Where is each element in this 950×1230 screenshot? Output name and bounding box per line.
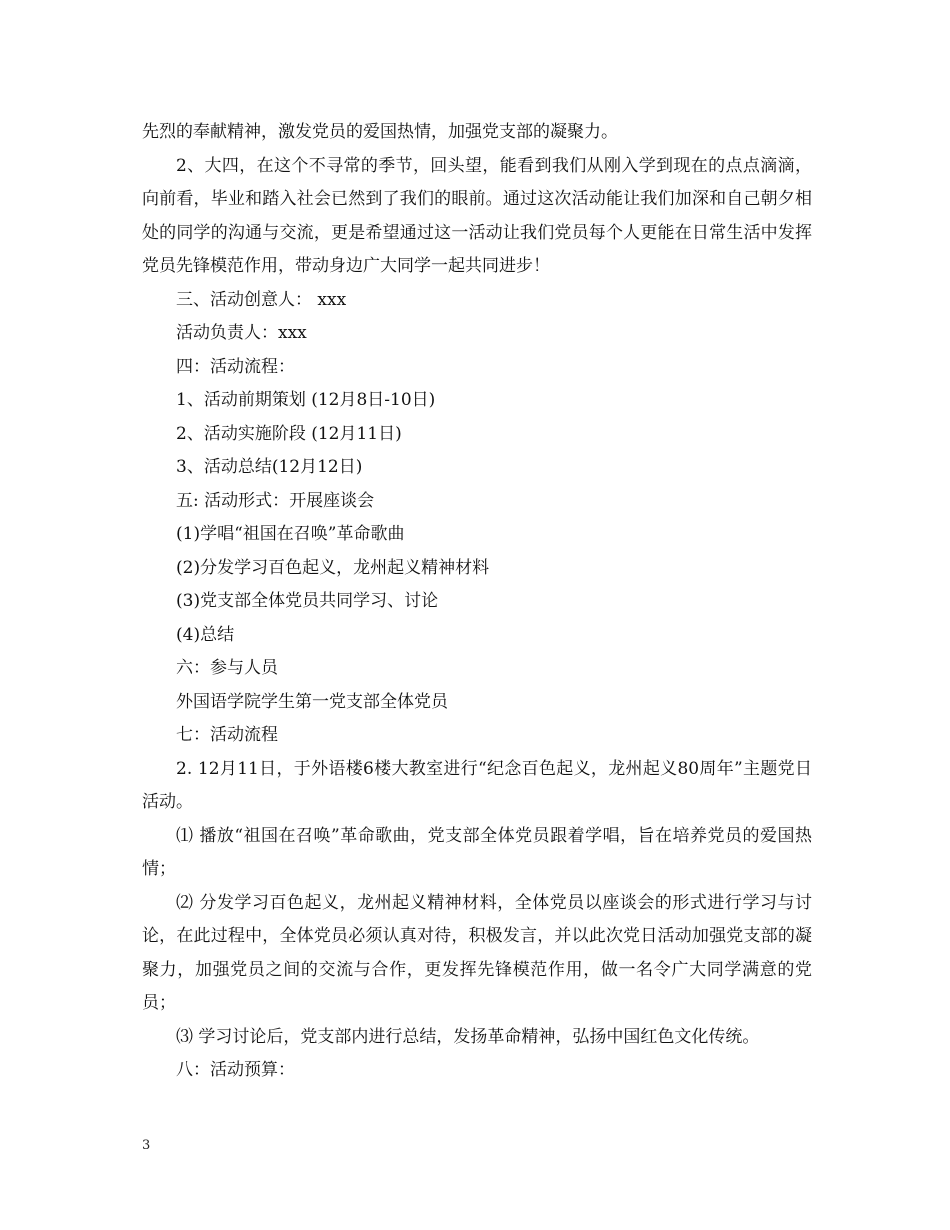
paragraph-15: 外国语学院学生第一党支部全体党员	[176, 691, 448, 712]
paragraph-17: 2. 12月11日，于外语楼6楼大教室进行“纪念百色起义，龙州起义80周年”主题党日活动。	[142, 758, 812, 812]
paragraph-6: 1、活动前期策划 (12月8日-10日)	[176, 390, 436, 410]
paragraph-1: 先烈的奉献精神，激发党员的爱国热情，加强党支部的凝聚力。	[142, 122, 618, 142]
page-number: 3	[142, 1138, 151, 1153]
paragraph-4: 活动负责人：xxx	[176, 323, 307, 343]
paragraph-11: (2)分发学习百色起义，龙州起义精神材料	[176, 557, 490, 578]
paragraph-14: 六：参与人员	[176, 658, 278, 678]
paragraph-5: 四：活动流程：	[176, 356, 295, 377]
paragraph-10: (1)学唱“祖国在召唤”革命歌曲	[176, 524, 405, 544]
paragraph-19: ⑵ 分发学习百色起义，龙州起义精神材料，全体党员以座谈会的形式进行学习与讨论，在此过程中，全体党员必须认真对待，积极发言，并以此次党日活动加强党支部的凝聚力，加强党员之间的交流与合作，更发挥先锋模范作用，做一名令广大同学满意的党员；	[142, 892, 812, 1013]
paragraph-7: 2、活动实施阶段 (12月11日)	[176, 423, 402, 444]
paragraph-12: (3)党支部全体党员共同学习、讨论	[176, 591, 439, 611]
paragraph-21: 八：活动预算：	[176, 1060, 295, 1080]
paragraph-2: 2、大四，在这个不寻常的季节，回头望，能看到我们从刚入学到现在的点点滴滴，向前看，毕业和踏入社会已然到了我们的眼前。通过这次活动能让我们加深和自己朝夕相处的同学的沟通与交流，更是希望通过这一活动让我们党员每个人更能在日常生活中发挥党员先锋模范作用，带动身边广大同学一起共同进步！	[142, 155, 812, 276]
paragraph-18: ⑴ 播放“祖国在召唤”革命歌曲，党支部全体党员跟着学唱，旨在培养党员的爱国热情；	[142, 825, 812, 879]
paragraph-3: 三、活动创意人： xxx	[176, 289, 347, 310]
document-body	[142, 116, 812, 1088]
paragraph-16: 七：活动流程	[176, 725, 278, 745]
paragraph-9: 五: 活动形式：开展座谈会	[176, 490, 375, 511]
paragraph-8: 3、活动总结(12月12日)	[176, 457, 363, 477]
paragraph-20: ⑶ 学习讨论后，党支部内进行总结，发扬革命精神，弘扬中国红色文化传统。	[176, 1026, 760, 1047]
paragraph-13: (4)总结	[176, 624, 235, 645]
